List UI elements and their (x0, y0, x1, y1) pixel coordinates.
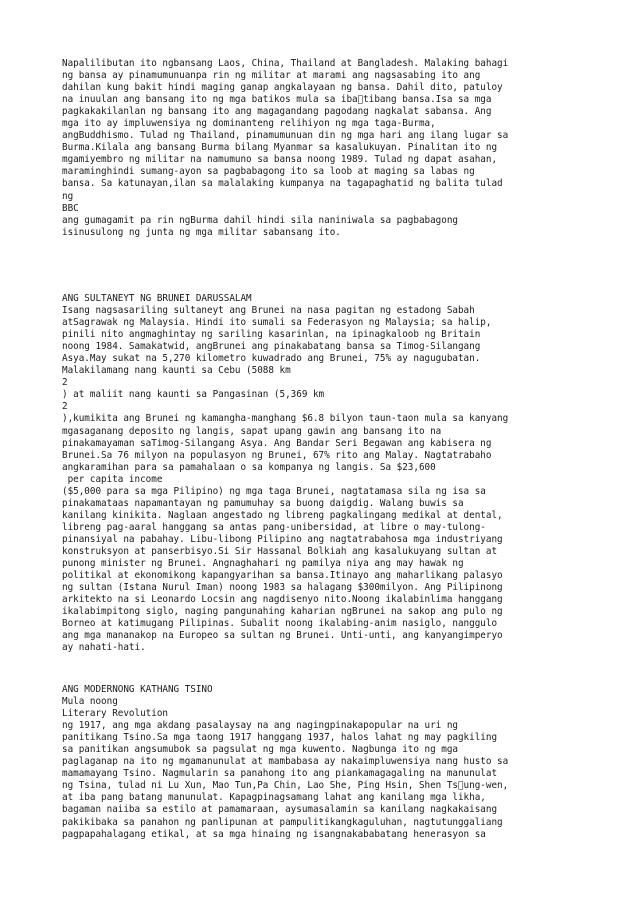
tsino-text-line: pakikibaka sa panahon ng panlipunan at pampulitikangkaguluhan, nagtutunggaliang (62, 816, 503, 828)
brunei-text-line: noong 1984. Samakatwid, angBrunei ang pinakabatang bansa sa Timog-Silangang (62, 341, 481, 353)
tsino-text-line: at iba pang batang manunulat. Kapagpinagsamang lahat ang kanilang mga likha, (62, 792, 486, 804)
tsino-text-line: paglaganap na ito ng mgamanunulat at mambabasa ay nakaimpluwensiya nang husto sa (62, 756, 509, 768)
burma-text-line: Burma.Kilala ang bansang Burma bilang Myanmar sa kasalukuyan. Pinalitan ito ng (62, 142, 498, 154)
brunei-text-line: atSagrawak ng Malaysia. Hindi ito sumali sa Federasyon ng Malaysia; sa halip, (62, 317, 492, 329)
tsino-text-line: Literary Revolution (62, 708, 168, 720)
brunei-text-line: per capita income (62, 473, 163, 485)
brunei-text-line: arkitekto na si Leonardo Locsin ang nagdisenyo nito.Noong ikalabinlima hanggang (62, 594, 503, 606)
brunei-text-line: 2 (62, 377, 68, 389)
burma-text-line: mgamiyembro ng militar na namumuno sa bansa noong 1989. Tulad ng dapat asahan, (62, 154, 498, 166)
tsino-text-line: pagpapahalagang etikal, at sa mga hinaing ng isangnakababatang henerasyon sa (62, 828, 486, 840)
burma-text-line: pagkakakilanlan ng bansang ito ang magagandang pagodang nagkalat sabansa. Ang (62, 106, 492, 118)
tsino-text-line: ng 1917, ang mga akdang pasalaysay na ang nagingpinakapopular na uri ng (62, 720, 458, 732)
burma-text-line: bansa. Sa katunayan,ilan sa malalaking kumpanya na tagapaghatid ng balita tulad (62, 178, 503, 190)
brunei-text-line: pinili nito angmaghintay ng sariling kasarinlan, na ipinagkaloob ng Britain (62, 329, 481, 341)
brunei-text-line: mgasaganang deposito ng langis, sapat upang gawin ang bansang ito na (62, 425, 442, 437)
tsino-text-line: panitikang Tsino.Sa mga taong 1917 hanggang 1937, halos lahat ng may pagkiling (62, 732, 498, 744)
brunei-text-line: ($5,000 para sa mga Pilipino) ng mga taga Brunei, nagtatamasa sila ng isa sa (62, 485, 486, 497)
brunei-text-line: Asya.May sukat na 5,270 kilometro kuwadrado ang Brunei, 75% ay nagugubatan. (62, 353, 481, 365)
brunei-text-line: ay nahati-hati. (62, 642, 146, 654)
burma-text-line: ng (62, 190, 74, 202)
brunei-text-line: ) at maliit nang kaunti sa Pangasinan (5,369 km (62, 389, 325, 401)
brunei-text-line: libreng pag-aaral hanggang sa antas pang-unibersidad, at libre o may-tulong- (62, 521, 486, 533)
brunei-text-line: Isang nagsasariling sultaneyt ang Brunei na nasa pagitan ng estadong Sabah (62, 305, 475, 317)
tsino-text-line: Mula noong (62, 696, 118, 708)
brunei-section (62, 293, 622, 654)
burma-text-line: ang gumagamit pa rin ngBurma dahil hindi sila naniniwala sa pagbabagong (62, 214, 458, 226)
chinese-fiction-section (62, 684, 622, 841)
brunei-text-line: punong minister ng Brunei. Angnaghahari ng pamilya niya ang may hawak ng (62, 558, 464, 570)
brunei-text-line: pinansiyal na pabahay. Libu-libong Pilipino ang nagtatrabahosa mga industriyang (62, 533, 503, 545)
burma-paragraph (62, 58, 622, 239)
tsino-text-line: sa panitikan angsumubok sa pagsulat ng mga kuwento. Nagbunga ito ng mga (62, 744, 458, 756)
brunei-text-line: pinakamataas napamantayan ng pamumuhay sa buong daigdig. Walang buwis sa (62, 497, 464, 509)
tsino-text-line: bagaman naiiba sa estilo at pamamaraan, aysumasalamin sa kanilang nagkakaisang (62, 804, 498, 816)
burma-text-line: angBuddhismo. Tulad ng Thailand, pinamumunuan din ng mga hari ang ilang lugar sa (62, 130, 509, 142)
brunei-text-line: Malakilamang nang kaunti sa Cebu (5088 km (62, 365, 291, 377)
brunei-text-line: politikal at ekonomikong kapangyarihan sa bansa.Itinayo ang maharlikang palasyo (62, 570, 503, 582)
burma-text-line: Napalilibutan ito ngbansang Laos, China, Thailand at Bangladesh. Malaking bahagi (62, 58, 509, 69)
brunei-text-line: Brunei.Sa 76 milyon na populasyon ng Brunei, 67% rito ang Malay. Nagtatrabaho (62, 449, 492, 461)
brunei-text-line: ),kumikita ang Brunei ng kamangha-manghang $6.8 bilyon taun-taon mula sa kanyang (62, 413, 509, 425)
brunei-text-line: ang mga mananakop na Europeo sa sultan ng Brunei. Unti-unti, ang kanyangimperyo (62, 630, 503, 642)
burma-text-line: na inuulan ang bansang ito ng mga batikos mula sa iba tibang bansa.Isa sa mga (62, 94, 492, 106)
burma-text-line: dahilan kung bakit hindi maging ganap angkalayaan ng bansa. Dahil dito, patuloy (62, 82, 503, 94)
tsino-text-line: ng Tsina, tulad ni Lu Xun, Mao Tun,Pa Chin, Lao She, Ping Hsin, Shen Ts ung-wen, (62, 780, 509, 792)
brunei-text-line: Borneo at katimugang Pilipinas. Subalit noong ikalabing-anim nasiglo, nanggulo (62, 618, 498, 630)
brunei-text-line: 2 (62, 401, 68, 413)
brunei-text-line: angkaramihan para sa pamahalaan o sa kompanya ng langis. Sa $23,600 (62, 461, 436, 473)
tsino-text-line: ANG MODERNONG KATHANG TSINO (62, 684, 213, 695)
brunei-text-line: ng sultan (Istana Nurul Iman) noong 1983 sa halagang $300milyon. Ang Pilipinong (62, 582, 503, 594)
tsino-text-line: mamamayang Tsino. Nagmularin sa panahong ito ang piankamagagaling na manunulat (62, 768, 498, 780)
brunei-text-line: kanilang kinikita. Naglaan angestado ng libreng pagkalingang medikal at dental, (62, 509, 503, 521)
burma-text-line: isinusulong ng junta ng mga militar sabansang ito. (62, 226, 341, 238)
brunei-text-line: ikalabimpitong siglo, naging pangunahing kaharian ngBrunei na sakop ang pulo ng (62, 606, 503, 618)
burma-text-line: maraminghindi sumang-ayon sa pagbabagong ito sa loob at maging sa labas ng (62, 166, 475, 178)
burma-text-line: mga ito ay impluwensiya ng dominanteng relihiyon ng mga taga-Burma, (62, 118, 436, 130)
brunei-text-line: pinakamayaman saTimog-Silangang Asya. Ang Bandar Seri Begawan ang kabisera ng (62, 437, 492, 449)
brunei-text-line: ANG SULTANEYT NG BRUNEI DARUSSALAM (62, 293, 252, 304)
brunei-text-line: konstruksyon at panserbisyo.Si Sir Hassanal Bolkiah ang kasalukuyang sultan at (62, 545, 498, 557)
burma-text-line: ng bansa ay pinamumunuanpa rin ng militar at marami ang nagsasabing ito ang (62, 70, 481, 82)
burma-text-line: BBC (62, 202, 79, 214)
